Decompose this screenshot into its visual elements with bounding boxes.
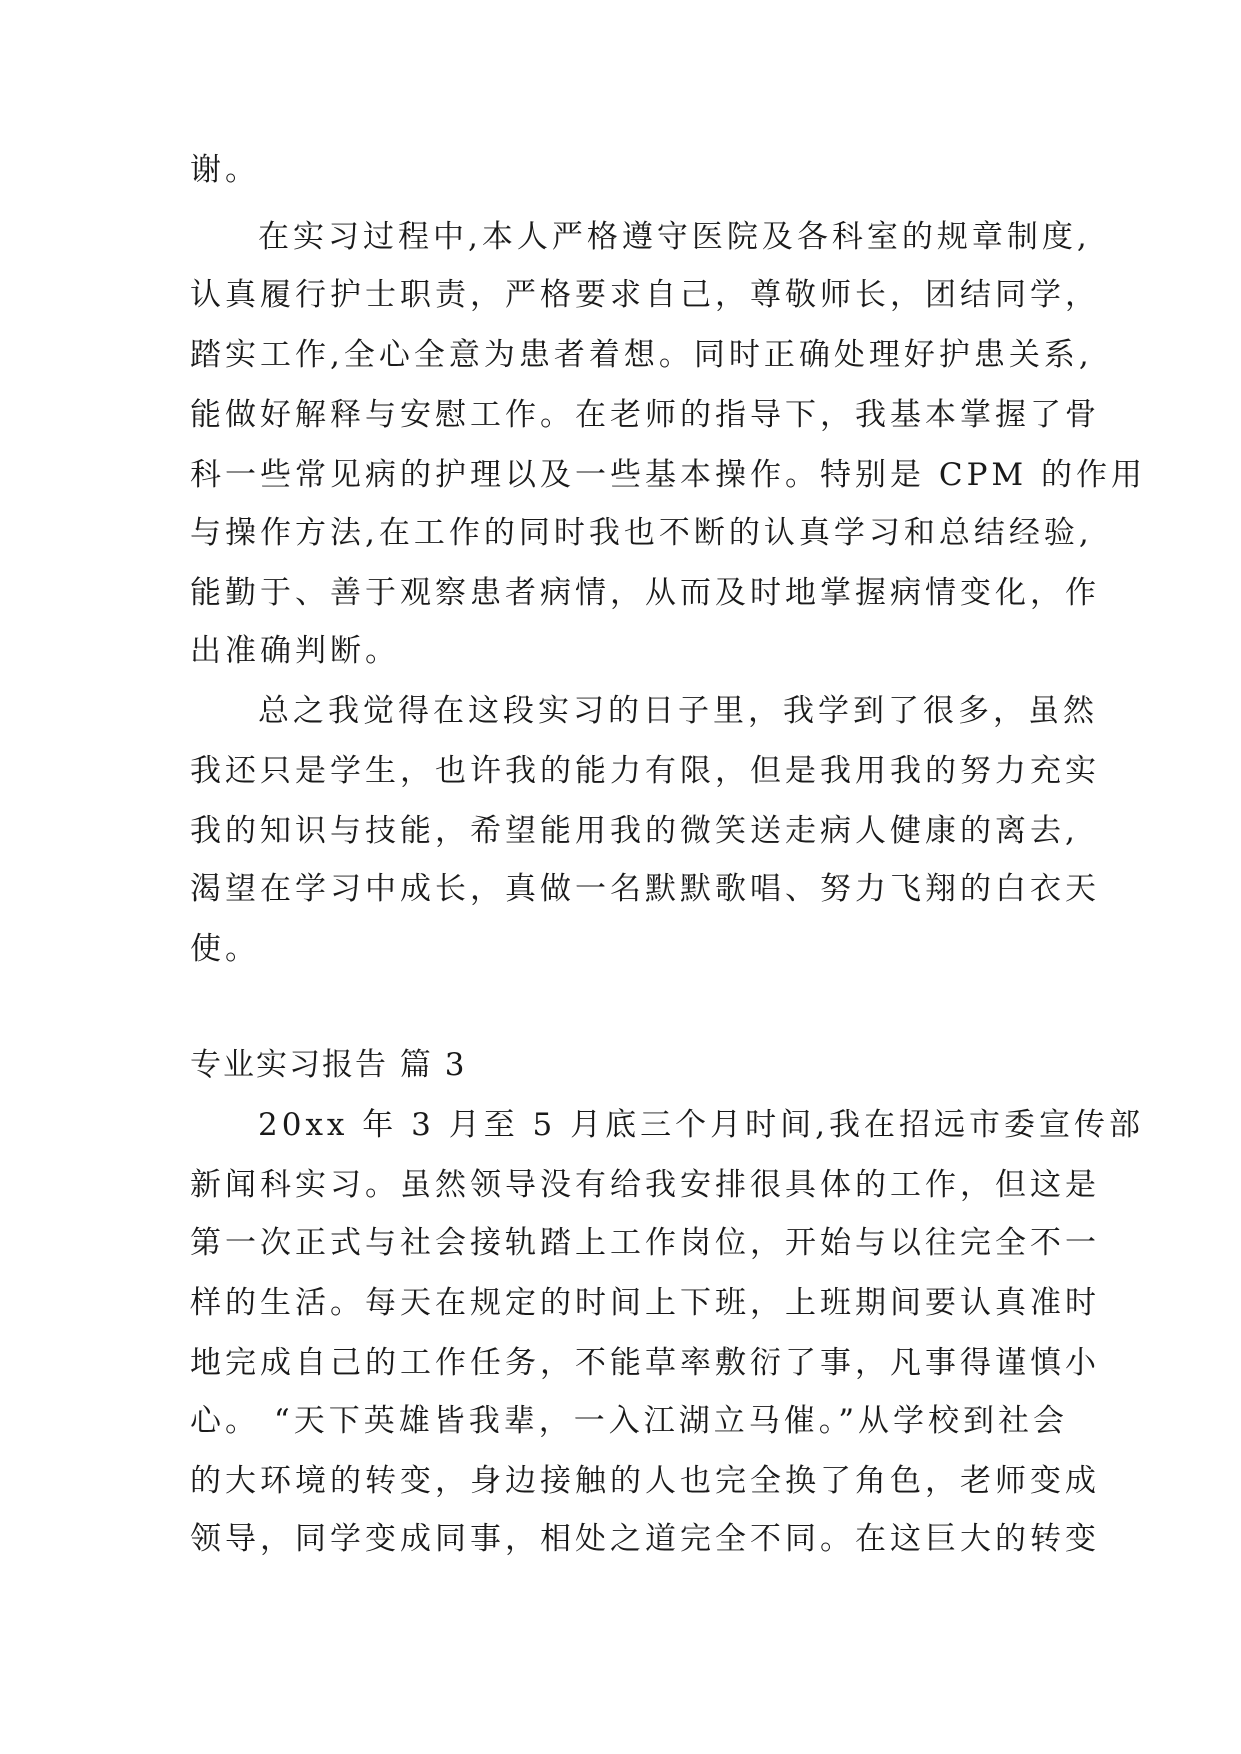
text-line: 我还只是学生，也许我的能力有限，但是我用我的努力充实	[190, 753, 1100, 789]
text-line: 科一些常见病的护理以及一些基本操作。特别是 CPM 的作用	[190, 457, 1147, 493]
text-line: 渴望在学习中成长，真做一名默默歌唱、努力飞翔的白衣天	[190, 871, 1100, 907]
text-line: 与操作方法,在工作的同时我也不断的认真学习和总结经验,	[190, 515, 1093, 551]
paragraph-first-line: 总之我觉得在这段实习的日子里，我学到了很多，虽然	[258, 693, 1098, 729]
text-line: 心。 “天下英雄皆我辈，一入江湖立马催。”从学校到社会	[190, 1403, 1069, 1439]
text-line: 能勤于、善于观察患者病情，从而及时地掌握病情变化，作	[190, 575, 1100, 611]
section-heading: 专业实习报告 篇 3	[190, 1047, 467, 1083]
text-line: 地完成自己的工作任务，不能草率敷衍了事，凡事得谨慎小	[190, 1345, 1100, 1381]
paragraph-first-line: 20xx 年 3 月至 5 月底三个月时间,我在招远市委宣传部	[258, 1107, 1144, 1143]
paragraph-first-line: 在实习过程中,本人严格遵守医院及各科室的规章制度,	[258, 219, 1091, 255]
text-line: 认真履行护士职责，严格要求自己，尊敬师长，团结同学，	[190, 277, 1100, 313]
text-line: 踏实工作,全心全意为患者着想。同时正确处理好护患关系,	[190, 337, 1093, 373]
text-line: 领导，同学变成同事，相处之道完全不同。在这巨大的转变	[190, 1521, 1100, 1557]
text-line: 我的知识与技能，希望能用我的微笑送走病人健康的离去,	[190, 813, 1079, 849]
text-line: 第一次正式与社会接轨踏上工作岗位，开始与以往完全不一	[190, 1225, 1100, 1261]
text-line: 能做好解释与安慰工作。在老师的指导下，我基本掌握了骨	[190, 397, 1100, 433]
text-line: 样的生活。每天在规定的时间上下班，上班期间要认真准时	[190, 1285, 1100, 1321]
text-line: 出准确判断。	[190, 633, 400, 669]
text-line: 的大环境的转变，身边接触的人也完全换了角色，老师变成	[190, 1463, 1100, 1499]
text-line: 使。	[190, 931, 260, 967]
text-line: 谢。	[190, 152, 260, 188]
text-line: 新闻科实习。虽然领导没有给我安排很具体的工作，但这是	[190, 1167, 1100, 1203]
